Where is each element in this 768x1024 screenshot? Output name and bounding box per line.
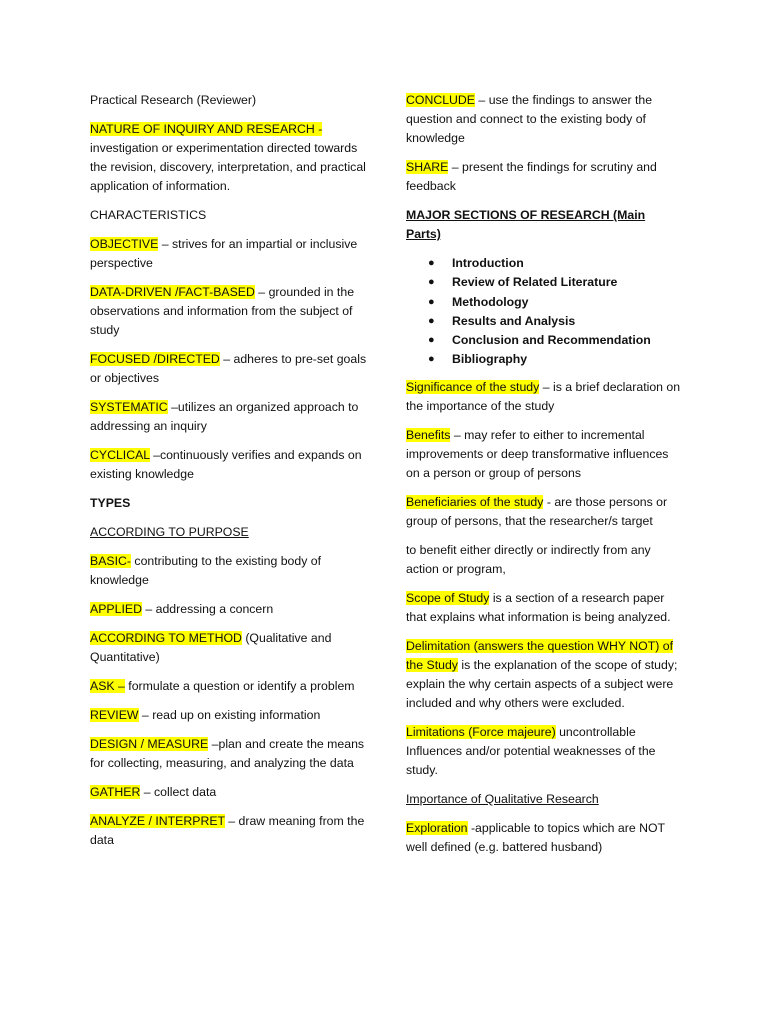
beneficiaries-continued: to benefit either directly or indirectly from any action or program, bbox=[406, 542, 651, 576]
gather-definition: – collect data bbox=[140, 785, 217, 799]
design-definition: –plan and create the means for collecting, measuring, and analyzing the data bbox=[90, 737, 365, 770]
nature-of-inquiry-entry bbox=[90, 120, 372, 196]
delimitation-definition: is the explanation of the scope of study; explain the why certain aspects of a subject were included and why others were excluded. bbox=[406, 657, 678, 710]
focused-definition: – adheres to pre-set goals or objectives bbox=[90, 352, 367, 385]
basic-term: BASIC- bbox=[90, 554, 131, 568]
systematic-definition: –utilizes an organized approach to addressing an inquiry bbox=[90, 400, 359, 433]
scope-entry bbox=[406, 589, 682, 627]
share-entry bbox=[406, 158, 682, 196]
share-term: SHARE bbox=[406, 160, 449, 174]
share-definition: – present the findings for scrutiny and feedback bbox=[406, 160, 657, 193]
method-entry bbox=[90, 629, 372, 667]
major-section-label: Results and Analysis bbox=[452, 313, 576, 328]
applied-definition: – addressing a concern bbox=[141, 602, 274, 616]
list-item bbox=[428, 293, 682, 312]
limitations-term: Limitations (Force majeure) bbox=[406, 724, 556, 739]
gather-term: GATHER bbox=[90, 785, 141, 799]
characteristics-heading: CHARACTERISTICS bbox=[90, 208, 207, 222]
beneficiaries-term: Beneficiaries of the study bbox=[406, 494, 544, 509]
design-term: DESIGN / MEASURE bbox=[90, 737, 209, 751]
beneficiaries-definition: - are those persons or group of persons, that the researcher/s target bbox=[406, 494, 668, 528]
benefits-entry bbox=[406, 426, 682, 483]
conclude-entry bbox=[406, 91, 682, 148]
data-driven-definition: – grounded in the observations and information from the subject of study bbox=[90, 285, 355, 337]
ask-definition: formulate a question or identify a problem bbox=[124, 679, 355, 693]
delimitation-entry bbox=[406, 637, 682, 713]
list-item bbox=[428, 350, 682, 369]
benefits-definition: – may refer to either to incremental improvements or deep transformative influences on a person or group of persons bbox=[406, 427, 669, 480]
major-section-label: Review of Related Literature bbox=[452, 275, 618, 290]
list-item bbox=[428, 254, 682, 273]
major-section-label: Methodology bbox=[452, 294, 529, 309]
objective-entry bbox=[90, 235, 372, 273]
ask-term: ASK – bbox=[90, 679, 125, 693]
significance-definition: – is a brief declaration on the importance of the study bbox=[406, 379, 681, 413]
nature-term: NATURE OF INQUIRY AND RESEARCH - bbox=[90, 122, 323, 136]
major-sections-list bbox=[406, 254, 682, 370]
bullet-icon: ● bbox=[428, 295, 435, 308]
focused-entry bbox=[90, 350, 372, 388]
exploration-term: Exploration bbox=[406, 820, 468, 835]
analyze-definition: – draw meaning from the data bbox=[90, 814, 365, 847]
right-column bbox=[406, 91, 682, 867]
applied-entry bbox=[90, 600, 372, 619]
review-definition: – read up on existing information bbox=[138, 708, 321, 722]
purpose-heading: ACCORDING TO PURPOSE bbox=[90, 525, 249, 539]
limitations-entry bbox=[406, 723, 682, 780]
list-item bbox=[428, 273, 682, 292]
data-driven-entry bbox=[90, 283, 372, 340]
applied-term: APPLIED bbox=[90, 602, 142, 616]
bullet-icon: ● bbox=[428, 334, 435, 347]
list-item bbox=[428, 331, 682, 350]
basic-entry bbox=[90, 552, 372, 590]
systematic-entry bbox=[90, 398, 372, 436]
focused-term: FOCUSED /DIRECTED bbox=[90, 352, 220, 366]
objective-term: OBJECTIVE bbox=[90, 237, 159, 251]
limitations-definition: uncontrollable Influences and/or potential weaknesses of the study. bbox=[406, 724, 656, 777]
major-section-label: Bibliography bbox=[452, 352, 528, 367]
objective-definition: – strives for an impartial or inclusive perspective bbox=[90, 237, 358, 270]
types-heading: TYPES bbox=[90, 496, 131, 510]
major-sections-heading: MAJOR SECTIONS OF RESEARCH (Main Parts) bbox=[406, 208, 646, 241]
data-driven-term: DATA-DRIVEN /FACT-BASED bbox=[90, 285, 255, 299]
systematic-term: SYSTEMATIC bbox=[90, 400, 168, 414]
significance-term: Significance of the study bbox=[406, 379, 540, 394]
beneficiaries-entry bbox=[406, 493, 682, 531]
ask-entry bbox=[90, 677, 372, 696]
analyze-entry bbox=[90, 812, 372, 850]
analyze-term: ANALYZE / INTERPRET bbox=[90, 814, 225, 828]
review-term: REVIEW bbox=[90, 708, 139, 722]
bullet-icon: ● bbox=[428, 314, 435, 327]
method-definition: (Qualitative and Quantitative) bbox=[90, 631, 332, 664]
benefits-term: Benefits bbox=[406, 427, 451, 442]
conclude-term: CONCLUDE bbox=[406, 93, 476, 107]
major-section-label: Conclusion and Recommendation bbox=[452, 333, 651, 348]
significance-entry bbox=[406, 378, 682, 416]
design-entry bbox=[90, 735, 372, 773]
bullet-icon: ● bbox=[428, 257, 435, 269]
exploration-definition: -applicable to topics which are NOT well defined (e.g. battered husband) bbox=[406, 820, 665, 854]
exploration-entry bbox=[406, 819, 682, 857]
scope-term: Scope of Study bbox=[406, 590, 490, 605]
review-entry bbox=[90, 706, 372, 725]
cyclical-definition: –continuously verifies and expands on existing knowledge bbox=[90, 448, 362, 481]
gather-entry bbox=[90, 783, 372, 802]
delimitation-term: Delimitation (answers the question WHY NOT) of the Study bbox=[406, 638, 673, 672]
scope-definition: is a section of a research paper that explains what information is being analyzed. bbox=[406, 590, 671, 624]
major-section-label: Introduction bbox=[452, 256, 524, 270]
basic-definition: contributing to the existing body of knowledge bbox=[90, 554, 322, 587]
conclude-definition: – use the findings to answer the question and connect to the existing body of knowledge bbox=[406, 93, 653, 145]
bullet-icon: ● bbox=[428, 276, 435, 289]
method-term: ACCORDING TO METHOD bbox=[90, 631, 242, 645]
cyclical-entry bbox=[90, 446, 372, 484]
nature-definition: investigation or experimentation directed towards the revision, discovery, interpretation, and practical application of information. bbox=[90, 141, 366, 193]
list-item bbox=[428, 312, 682, 331]
left-column bbox=[90, 91, 372, 860]
cyclical-term: CYCLICAL bbox=[90, 448, 150, 462]
bullet-icon: ● bbox=[428, 353, 435, 366]
qualitative-heading: Importance of Qualitative Research bbox=[406, 791, 599, 806]
document-title: Practical Research (Reviewer) bbox=[90, 93, 257, 107]
